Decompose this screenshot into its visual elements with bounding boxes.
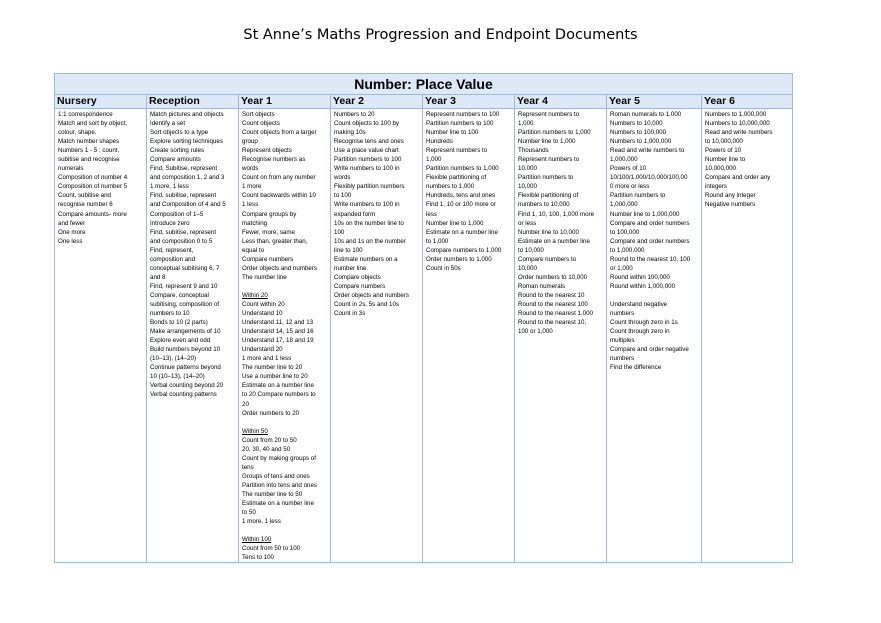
- objective-line: and composition 1, 2 and 3: [150, 174, 225, 182]
- objective-line: number line: [334, 264, 367, 272]
- objective-line: Read and write numbers: [705, 129, 773, 137]
- objective-line: Explore even and odd: [150, 337, 211, 345]
- objective-line: Compare objects: [334, 273, 381, 281]
- objective-line: Count within 20: [242, 300, 285, 308]
- objective-line: Find, Subitise, represent: [150, 165, 218, 173]
- objective-line: 20: [242, 400, 249, 408]
- objective-line: and 8: [150, 273, 166, 281]
- objective-line: Compare amounts- more: [58, 210, 127, 218]
- objective-line: Round within 1,000,000: [610, 282, 676, 290]
- objective-line: to 20 Compare numbers to: [242, 391, 316, 399]
- objective-line: Estimate on a number line: [242, 500, 314, 508]
- objective-line: Understand 20: [242, 346, 283, 354]
- objective-line: Numbers to 1,000,000: [705, 111, 767, 118]
- objective-line: Hundreds: [426, 138, 453, 146]
- column-heading-year-4: Year 4: [515, 95, 607, 109]
- objective-line: 10,000,000: [705, 165, 736, 173]
- objective-line: Numbers to 10,000: [610, 120, 663, 128]
- objective-line: group: [242, 138, 258, 146]
- objective-line: multiples: [610, 337, 635, 345]
- objective-line: Compare numbers: [242, 255, 294, 263]
- objective-line: 1 more, 1 less: [242, 518, 281, 526]
- objective-line: 1,000,000: [610, 201, 638, 209]
- objective-line: to 1,000,000: [610, 246, 645, 254]
- objective-line: to 100: [334, 192, 352, 200]
- objective-line: Partition into tens and ones: [242, 481, 317, 489]
- objective-line: Compare numbers to 1,000: [426, 246, 502, 254]
- objective-line: (10–13), (14–20): [150, 355, 197, 363]
- objective-line: Count in 3s: [334, 310, 366, 318]
- objective-line: Sort objects to a type: [150, 129, 209, 137]
- objective-line: Compare and order numbers: [610, 219, 690, 227]
- column-heading-year-5: Year 5: [607, 95, 702, 109]
- place-value-table: [54, 73, 793, 563]
- objective-line: Use a number line to 20: [242, 373, 308, 381]
- objective-line: and fewer: [58, 219, 86, 227]
- objective-line: integers: [705, 183, 728, 191]
- objective-line: Round to the nearest 1,000: [518, 310, 593, 318]
- column-heading-nursery: Nursery: [55, 95, 147, 109]
- objective-line: [610, 291, 699, 300]
- column-cell-year-2: [331, 109, 423, 563]
- objective-line: 1:1 correspondence: [58, 111, 113, 118]
- objective-line: Roman numerals: [518, 282, 566, 290]
- objective-line: Order numbers to 1,000: [426, 255, 492, 263]
- objective-line: 100 or 1,000: [518, 328, 553, 336]
- objective-line: or 1,000: [610, 264, 633, 272]
- column-heading-reception: Reception: [147, 95, 239, 109]
- objective-line: making 10s: [334, 129, 366, 137]
- objective-line: Use a place value chart: [334, 147, 399, 155]
- objective-line: Order objects and numbers: [334, 291, 409, 299]
- objective-line: Write numbers to 100 in: [334, 201, 400, 209]
- objective-line: [242, 526, 328, 535]
- objective-line: Find, subitise, represent: [150, 192, 217, 200]
- objective-line: Count in 50s: [426, 264, 461, 272]
- content-row: [55, 109, 793, 563]
- objective-line: Number line to 1,000: [426, 219, 484, 227]
- objective-line: Find, subitise, represent: [150, 228, 217, 236]
- subheading: Within 20: [242, 291, 268, 299]
- objective-line: numbers to 10: [150, 310, 190, 318]
- objective-line: Verbal counting beyond 20: [150, 382, 224, 390]
- objective-line: Understand 17, 18 and 19: [242, 337, 314, 345]
- objective-line: One more: [58, 228, 86, 236]
- objective-line: Understand 14, 15 and 16: [242, 328, 314, 336]
- objective-line: Explore sorting techniques: [150, 138, 223, 146]
- objective-line: subitise and recognise: [58, 156, 120, 164]
- column-heading-year-1: Year 1: [239, 95, 331, 109]
- objective-line: 10 (10–13), (14–20): [150, 373, 205, 381]
- objective-line: Understand negative: [610, 300, 668, 308]
- objective-line: Less than, greater than,: [242, 237, 308, 245]
- objective-line: Create sorting rules: [150, 147, 204, 155]
- objective-line: Order numbers to 10,000: [518, 273, 588, 281]
- objective-line: Numbers to 100,000: [610, 129, 667, 137]
- objective-line: Number line to 1,000,000: [610, 210, 680, 218]
- objective-line: Groups of tens and ones: [242, 472, 310, 480]
- objective-line: Represent numbers to: [518, 111, 580, 118]
- column-cell-nursery: [55, 109, 147, 563]
- objective-line: Round to the nearest 100: [518, 300, 588, 308]
- objective-line: Compare amounts: [150, 156, 201, 164]
- objective-line: 10s on the number line to: [334, 219, 404, 227]
- objective-line: expanded form: [334, 210, 376, 218]
- column-cell-reception: [147, 109, 239, 563]
- objective-line: Estimate on a number line: [518, 237, 590, 245]
- objective-line: 0 more or less: [610, 183, 650, 191]
- objective-line: numerals: [58, 165, 84, 173]
- objective-line: Powers of 10: [610, 165, 647, 173]
- objective-line: numbers to 1,000: [426, 183, 475, 191]
- objective-line: Identify a set: [150, 120, 186, 128]
- objective-line: Compare groups by: [242, 210, 297, 218]
- objective-line: Round to the nearest 10, 100: [610, 255, 691, 263]
- objective-line: Count in 2s, 5s and 10s: [334, 300, 400, 308]
- objective-line: Count objects from a larger: [242, 129, 317, 137]
- objective-line: Count from 20 to 50: [242, 436, 297, 444]
- document-title: St Anne’s Maths Progression and Endpoint Documents: [243, 27, 638, 43]
- objective-line: Numbers to 1,000,000: [610, 138, 672, 146]
- objective-line: 20, 30, 40 and 50: [242, 445, 291, 453]
- objective-line: Partition numbers to 100: [334, 156, 402, 164]
- objective-line: tens: [242, 463, 254, 471]
- objective-line: Numbers 1 - 5 : count,: [58, 147, 120, 155]
- objective-line: Number line to 10,000: [518, 228, 579, 236]
- column-heading-year-6: Year 6: [702, 95, 793, 109]
- objective-line: Partition numbers to 1,000: [426, 165, 499, 173]
- objective-line: Represent numbers to: [426, 147, 488, 155]
- objective-line: recognise number 6: [58, 201, 113, 209]
- objective-line: Represent numbers to: [518, 156, 580, 164]
- objective-line: colour, shape.: [58, 129, 97, 137]
- column-cell-year-6: [702, 109, 793, 563]
- objective-line: numbers to 10,000: [518, 201, 570, 209]
- objective-line: and Composition of 4 and 5: [150, 201, 226, 209]
- objective-line: Compare numbers to: [518, 255, 577, 263]
- objective-line: Partition numbers to: [610, 192, 666, 200]
- objective-line: Recognise numbers as: [242, 156, 306, 164]
- objective-line: 1 more, 1 less: [150, 183, 189, 191]
- objective-line: Round any integer: [705, 192, 756, 200]
- objective-line: Flexible partitioning of: [426, 174, 487, 182]
- objective-line: Count backwards within 10: [242, 192, 316, 200]
- objective-line: Compare, conceptual: [150, 291, 209, 299]
- objective-line: Represent numbers to 100: [426, 111, 500, 118]
- objective-line: Understand 11, 12 and 13: [242, 319, 314, 327]
- objective-line: Numbers to 20: [334, 111, 375, 118]
- objective-line: Numbers to 10,000,000: [705, 120, 770, 128]
- objective-line: 1 more and 1 less: [242, 355, 292, 363]
- objective-line: Order objects and numbers: [242, 264, 317, 272]
- objective-line: [242, 282, 328, 291]
- objective-line: Count, subitise and: [58, 192, 111, 200]
- objective-line: 1,000: [518, 120, 534, 128]
- objective-line: Recognise tens and ones: [334, 138, 404, 146]
- objective-line: Round to the nearest 10: [518, 291, 585, 299]
- objective-line: Flexible partitioning of: [518, 192, 579, 200]
- objective-line: Verbal counting patterns: [150, 391, 217, 399]
- column-header-row: [55, 95, 793, 109]
- objective-line: to 10,000: [518, 246, 544, 254]
- objective-line: Continue patterns beyond: [150, 364, 221, 372]
- objective-line: to 10,000,000: [705, 138, 743, 146]
- objective-line: Negative numbers: [705, 201, 756, 209]
- objective-line: Compare numbers: [334, 282, 386, 290]
- subheading: Within 100: [242, 536, 272, 544]
- section-title: Number: Place Value: [55, 74, 793, 95]
- objective-line: conceptual subitising 6, 7: [150, 264, 220, 272]
- objective-line: Number line to: [705, 156, 746, 164]
- objective-line: subitising, composition of: [150, 300, 220, 308]
- objective-line: Number line to 1,000: [518, 138, 576, 146]
- objective-line: 1 less: [242, 201, 259, 209]
- objective-line: line to 100: [334, 246, 363, 254]
- objective-line: equal to: [242, 246, 265, 254]
- column-heading-year-3: Year 3: [423, 95, 515, 109]
- objective-line: Count on from any number: [242, 174, 316, 182]
- objective-line: to 100,000: [610, 228, 640, 236]
- objective-line: Partition numbers to: [518, 174, 574, 182]
- objective-line: Number line to 100: [426, 129, 479, 137]
- objective-line: Find, represent,: [150, 246, 194, 254]
- objective-line: The number line to 20: [242, 364, 303, 372]
- objective-line: Composition of 1–5: [150, 210, 204, 218]
- objective-line: The number line: [242, 273, 287, 281]
- column-cell-year-3: [423, 109, 515, 563]
- objective-line: Estimate on a number line: [426, 228, 498, 236]
- objective-line: Count through zero in: [610, 328, 670, 336]
- objective-line: 1,000,000: [610, 156, 638, 164]
- objective-line: Count through zero in 1s: [610, 319, 678, 327]
- objective-line: Flexibly partition numbers: [334, 183, 405, 191]
- objective-line: Partition numbers to 1,000: [518, 129, 591, 137]
- objective-line: Count from 50 to 100: [242, 545, 301, 553]
- objective-line: Match number shapes: [58, 138, 120, 146]
- objective-line: 10,000: [518, 183, 537, 191]
- objective-line: Partition numbers to 100: [426, 120, 494, 128]
- objective-line: to 1,000: [426, 237, 449, 245]
- objective-line: 10,000: [518, 264, 537, 272]
- objective-line: composition and: [150, 255, 196, 263]
- objective-line: Make arrangements of 10: [150, 328, 221, 336]
- column-cell-year-1: [239, 109, 331, 563]
- column-heading-year-2: Year 2: [331, 95, 423, 109]
- objective-line: 10/100/1,000/10,000/100,00: [610, 174, 688, 182]
- objective-line: Find the difference: [610, 364, 662, 372]
- objective-line: 1,000: [426, 156, 442, 164]
- objective-line: The number line to 50: [242, 490, 303, 498]
- objective-line: Composition of number 5: [58, 183, 128, 191]
- objective-line: to 50: [242, 509, 256, 517]
- column-cell-year-5: [607, 109, 702, 563]
- objective-line: Count by making groups of: [242, 454, 316, 462]
- objective-line: Round to the nearest 10,: [518, 319, 587, 327]
- objective-line: Hundreds, tens and ones: [426, 192, 496, 200]
- objective-line: less: [426, 210, 438, 218]
- objective-line: Compare and order numbers: [610, 237, 690, 245]
- objective-line: words: [242, 165, 259, 173]
- objective-line: Find 1, 10 or 100 more or: [426, 201, 496, 209]
- objective-line: Read and write numbers to: [610, 147, 685, 155]
- objective-line: Compare and order any: [705, 174, 771, 182]
- objective-line: Build numbers beyond 10: [150, 346, 221, 354]
- objective-line: Introduce zero: [150, 219, 190, 227]
- objective-line: numbers: [610, 355, 635, 363]
- column-cell-year-4: [515, 109, 607, 563]
- objective-line: [242, 418, 328, 427]
- subheading: Within 50: [242, 427, 268, 435]
- objective-line: Sort objects: [242, 111, 275, 118]
- objective-line: Round within 100,000: [610, 273, 670, 281]
- objective-line: Thousands: [518, 147, 549, 155]
- objective-line: Understand 10: [242, 310, 283, 318]
- objective-line: One less: [58, 237, 83, 245]
- objective-line: matching: [242, 219, 268, 227]
- objective-line: 10,000: [518, 165, 537, 173]
- objective-line: Composition of number 4: [58, 174, 128, 182]
- objective-line: Order numbers to 20: [242, 409, 300, 417]
- objective-line: Bonds to 10 (2 parts): [150, 319, 208, 327]
- objective-line: Count objects: [242, 120, 280, 128]
- objective-line: Fewer, more, same: [242, 228, 295, 236]
- objective-line: Find, represent 9 and 10: [150, 282, 218, 290]
- objective-line: 1 more: [242, 183, 262, 191]
- objective-line: and composition 0 to 5: [150, 237, 213, 245]
- objective-line: Roman numerals to 1,000: [610, 111, 682, 118]
- objective-line: Find 1, 10, 100, 1,000 more: [518, 210, 595, 218]
- objective-line: 10s and 1s on the number: [334, 237, 406, 245]
- objective-line: Match and sort by object,: [58, 120, 128, 128]
- objective-line: Powers of 10: [705, 147, 742, 155]
- objective-line: words: [334, 174, 351, 182]
- objective-line: Compare and order negative: [610, 346, 689, 354]
- objective-line: Estimate on a number line: [242, 382, 314, 390]
- objective-line: Match pictures and objects: [150, 111, 224, 118]
- objective-line: Estimate numbers on a: [334, 255, 398, 263]
- objective-line: Write numbers to 100 in: [334, 165, 400, 173]
- objective-line: 100: [334, 228, 345, 236]
- objective-line: Tens to 100: [242, 554, 274, 562]
- objective-line: numbers: [610, 310, 635, 318]
- objective-line: Count objects to 100 by: [334, 120, 400, 128]
- objective-line: or less: [518, 219, 537, 227]
- objective-line: Represent objects: [242, 147, 292, 155]
